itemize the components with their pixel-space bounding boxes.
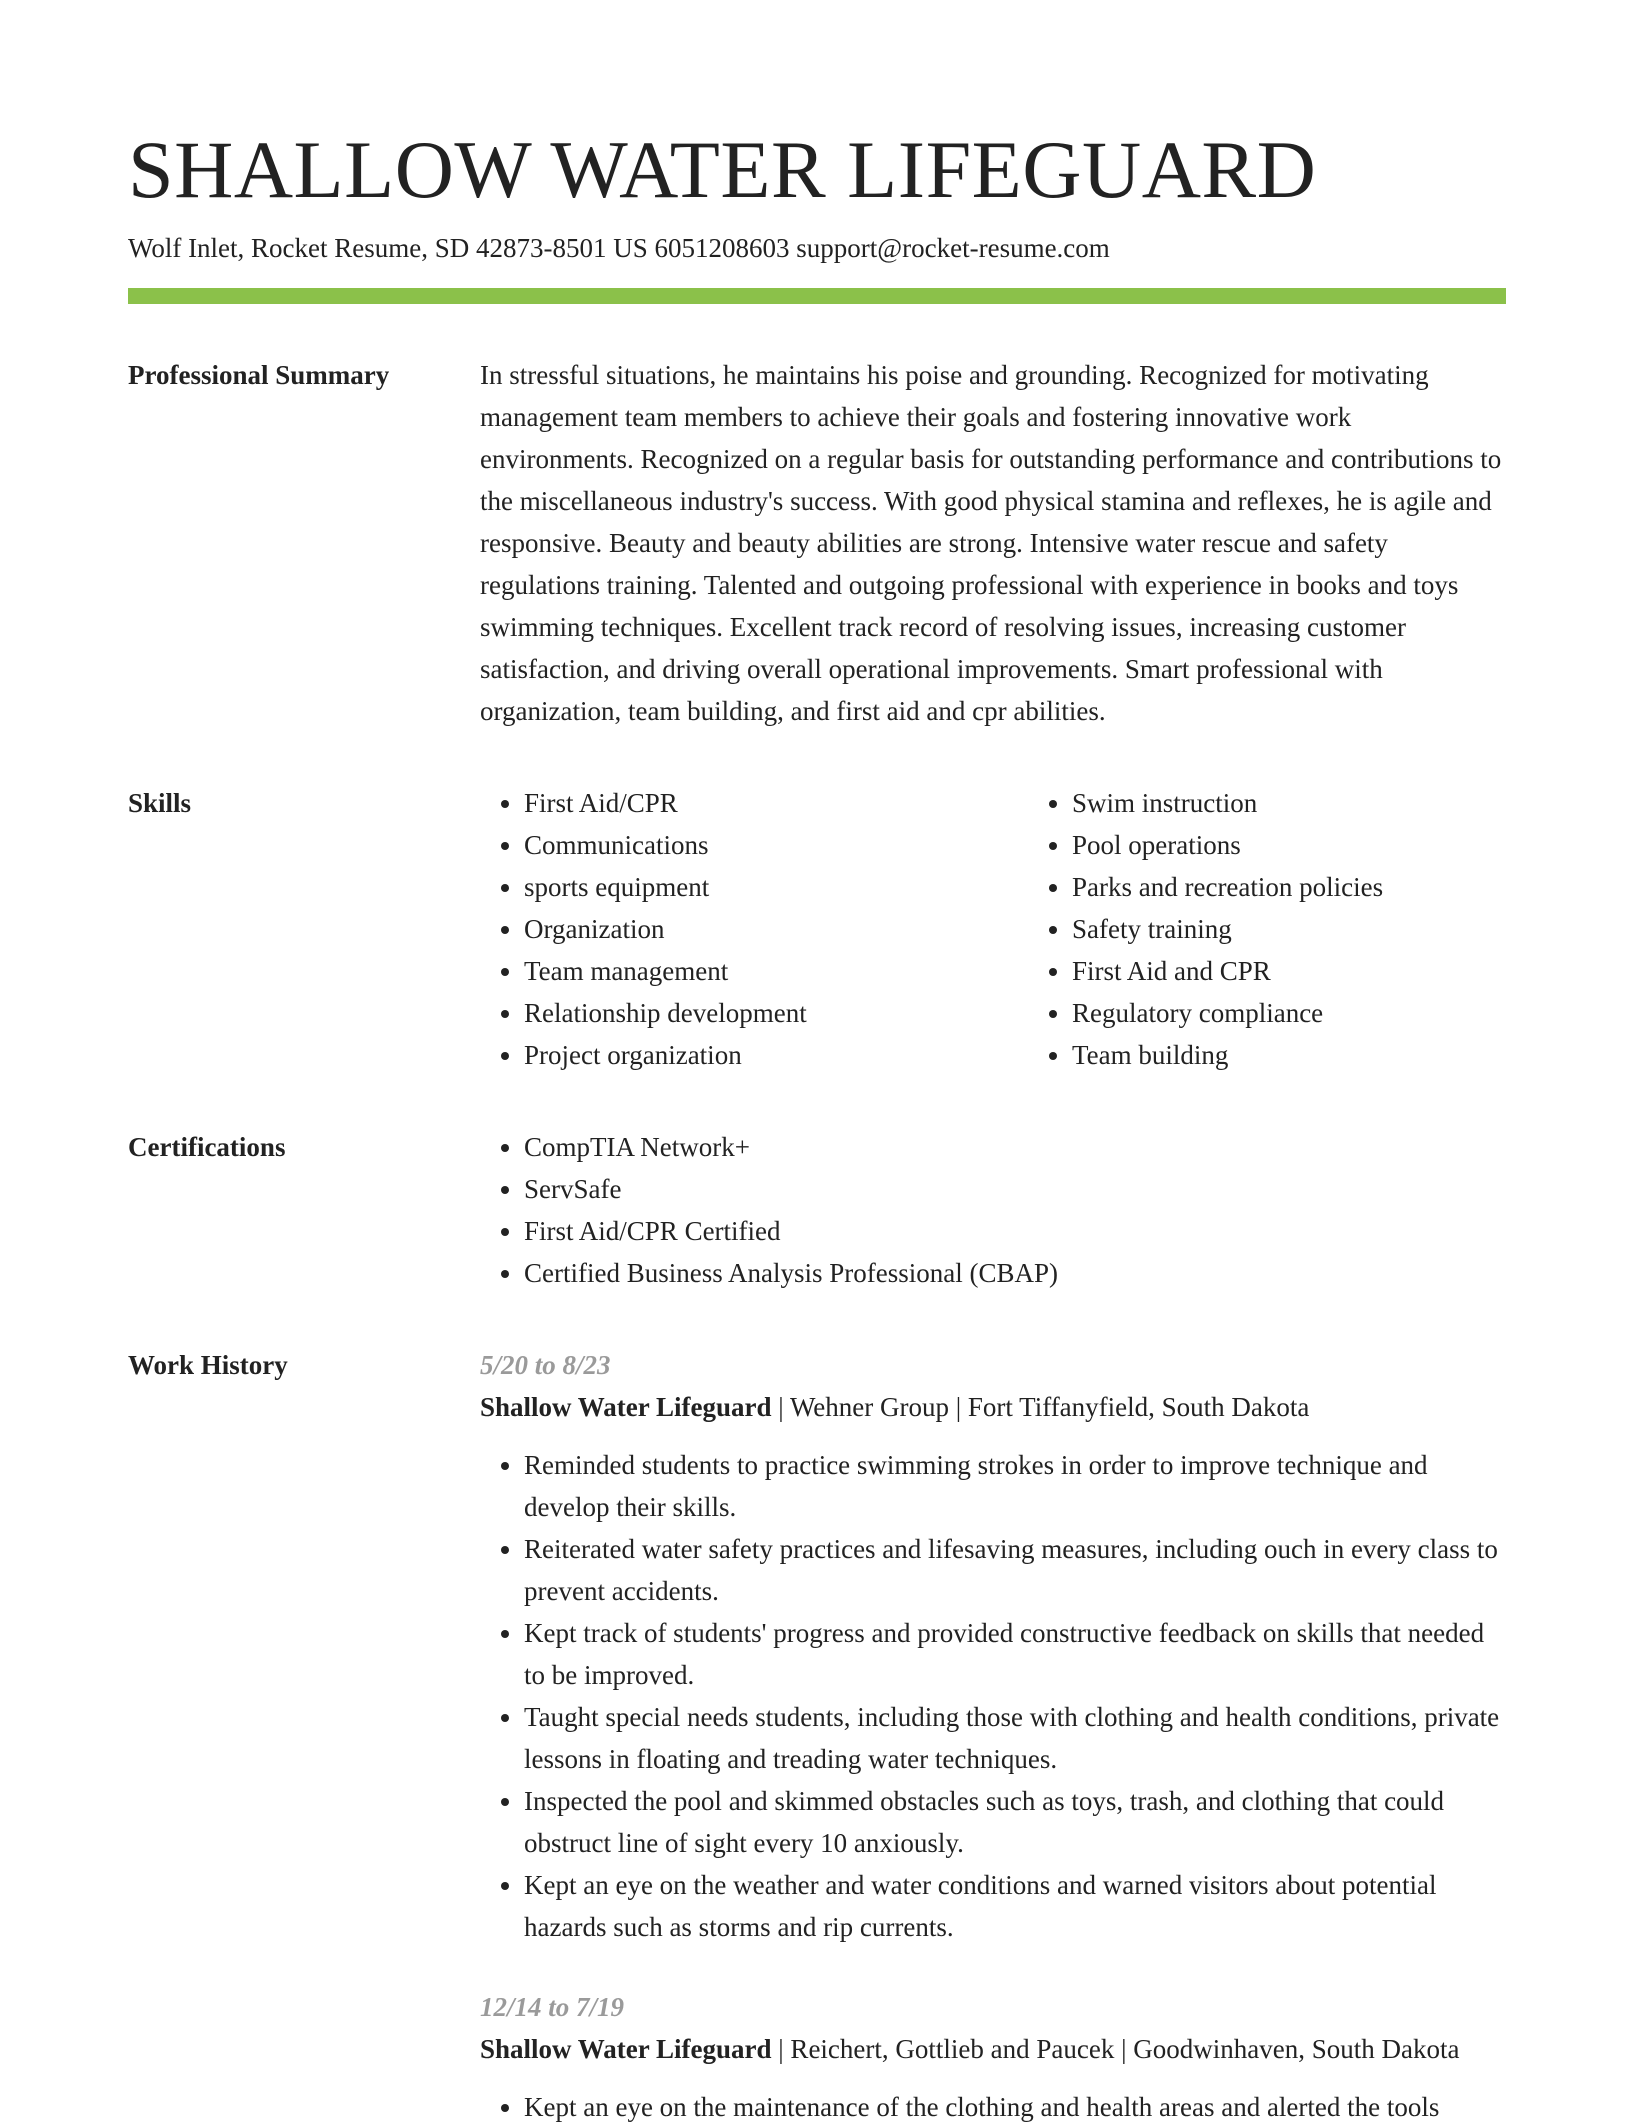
skills-left-list — [480, 782, 1028, 1076]
skill-item: • Team building — [1072, 1034, 1576, 1076]
summary-heading: Professional Summary — [128, 360, 390, 390]
job-bullet: • Reminded students to practice swimming strokes in order to improve technique and develop their skills. — [524, 1444, 1506, 1528]
certification-item: • First Aid/CPR Certified — [524, 1210, 1506, 1252]
job-bullet: • Taught special needs students, including those with clothing and health conditions, private lessons in floating and treading water techniques. — [524, 1696, 1506, 1780]
job-details: | Wehner Group | Fort Tiffanyfield, South Dakota — [771, 1392, 1310, 1422]
job-entry — [480, 1344, 1506, 1948]
certifications-section — [128, 1126, 1506, 1294]
job-bullets — [480, 2086, 1506, 2128]
summary-section — [128, 354, 1506, 732]
skill-item: • Pool operations — [1072, 824, 1576, 866]
skill-item: • Project organization — [524, 1034, 1028, 1076]
certifications-list — [480, 1126, 1506, 1294]
skills-columns — [480, 782, 1576, 1076]
skill-item: • Parks and recreation policies — [1072, 866, 1576, 908]
skill-item: • Relationship development — [524, 992, 1028, 1034]
job-details: | Reichert, Gottlieb and Paucek | Goodwinhaven, South Dakota — [771, 2034, 1460, 2064]
job-bullet: • Kept an eye on the maintenance of the clothing and health areas and alerted the tools — [524, 2086, 1506, 2128]
certifications-body — [480, 1126, 1506, 1294]
job-entry — [480, 1986, 1506, 2128]
certifications-heading: Certifications — [128, 1132, 286, 1162]
skill-item: • Communications — [524, 824, 1028, 866]
job-title: Shallow Water Lifeguard — [480, 2034, 772, 2064]
header-divider — [128, 288, 1506, 304]
job-bullet: • Kept track of students' progress and provided constructive feedback on skills that needed to be improved. — [524, 1612, 1506, 1696]
skill-item: • Organization — [524, 908, 1028, 950]
job-bullet: • Inspected the pool and skimmed obstacles such as toys, trash, and clothing that could obstruct line of sight every 10 anxiously. — [524, 1780, 1506, 1864]
skills-heading: Skills — [128, 788, 192, 818]
summary-text: In stressful situations, he maintains his poise and grounding. Recognized for motivating management team members to achieve their goals and fostering innovative work environments. Recognized on a regular basis for outstanding performance and contributions to the miscellaneous industry's success. With good physical stamina and reflexes, he is agile and responsive. Beauty and beauty abilities are strong. Intensive water rescue and safety regulations training. Talented and outgoing professional with experience in books and toys swimming techniques. Excellent track record of resolving issues, increasing customer satisfaction, and driving overall operational improvements. Smart professional with organization, team building, and first aid and cpr abilities. — [480, 360, 1502, 726]
skill-item: • sports equipment — [524, 866, 1028, 908]
certification-item: • Certified Business Analysis Professional (CBAP) — [524, 1252, 1506, 1294]
skill-item: • Team management — [524, 950, 1028, 992]
job-title: Shallow Water Lifeguard — [480, 1392, 772, 1422]
job-heading — [480, 1386, 1506, 1428]
contact-line: Wolf Inlet, Rocket Resume, SD 42873-8501 US 6051208603 support@rocket-resume.com — [128, 233, 1110, 263]
skill-item: • First Aid and CPR — [1072, 950, 1576, 992]
skill-item: • Safety training — [1072, 908, 1576, 950]
resume-name: SHALLOW WATER LIFEGUARD — [128, 124, 1317, 215]
skill-item: • First Aid/CPR — [524, 782, 1028, 824]
certification-item: • CompTIA Network+ — [524, 1126, 1506, 1168]
skills-section — [128, 782, 1506, 1076]
job-bullets — [480, 1444, 1506, 1948]
skills-right-list — [1028, 782, 1576, 1076]
job-bullet: • Reiterated water safety practices and lifesaving measures, including ouch in every class to prevent accidents. — [524, 1528, 1506, 1612]
work-history-section — [128, 1344, 1506, 2128]
job-dates: 5/20 to 8/23 — [480, 1350, 611, 1380]
work-history-heading: Work History — [128, 1350, 288, 1380]
skill-item: • Swim instruction — [1072, 782, 1576, 824]
resume-page — [128, 120, 1506, 2128]
work-history-body — [480, 1344, 1506, 2128]
certification-item: • ServSafe — [524, 1168, 1506, 1210]
job-dates: 12/14 to 7/19 — [480, 1992, 625, 2022]
job-bullet: • Kept an eye on the weather and water conditions and warned visitors about potential hazards such as storms and rip currents. — [524, 1864, 1506, 1948]
job-heading — [480, 2028, 1506, 2070]
skill-item: • Regulatory compliance — [1072, 992, 1576, 1034]
